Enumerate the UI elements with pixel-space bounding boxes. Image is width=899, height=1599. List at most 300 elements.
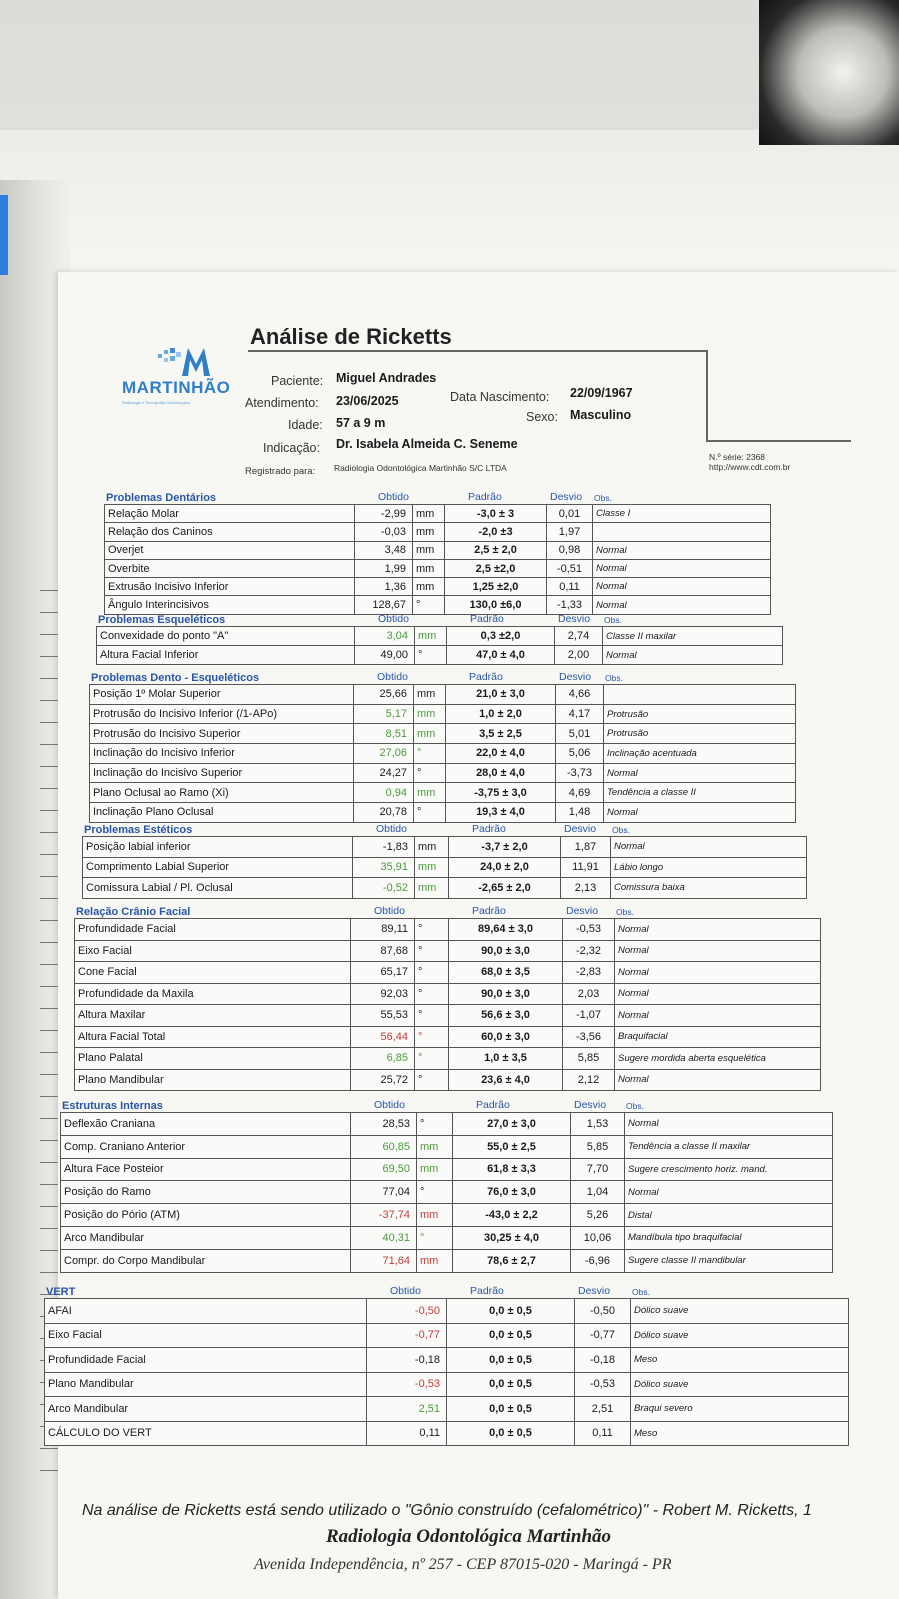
table-row — [61, 1226, 833, 1249]
measure-deviation: -6,96 — [571, 1249, 625, 1272]
edge-tick — [40, 1250, 58, 1251]
measurement-table — [96, 626, 783, 665]
table-row — [75, 983, 821, 1005]
measure-standard: -43,0 ± 2,2 — [453, 1204, 571, 1227]
measure-standard: -3,7 ± 2,0 — [449, 837, 561, 858]
measure-obtained: 0,94 — [354, 783, 414, 803]
measure-obtained: -0,53 — [367, 1372, 447, 1397]
measure-name: Profundidade Facial — [75, 919, 351, 941]
measure-observation: Tendência a classe II maxilar — [625, 1135, 833, 1158]
measure-obtained: 3,04 — [355, 627, 415, 646]
measure-deviation: 1,04 — [571, 1181, 625, 1204]
edge-tick — [40, 832, 58, 833]
measure-observation: Braqui severo — [631, 1397, 849, 1422]
table-row — [61, 1204, 833, 1227]
col-obtido-header: Obtido — [374, 1099, 405, 1111]
measure-deviation: 2,74 — [555, 627, 603, 646]
measure-observation: Normal — [603, 646, 783, 665]
section-7 — [44, 1284, 849, 1446]
measure-deviation: 10,06 — [571, 1226, 625, 1249]
measure-observation: Normal — [593, 559, 771, 577]
section-header — [89, 670, 796, 684]
measure-deviation: -0,77 — [575, 1323, 631, 1348]
measure-standard: 3,5 ± 2,5 — [446, 724, 556, 744]
edge-tick — [40, 1448, 58, 1449]
measure-obtained: 6,85 — [351, 1048, 415, 1070]
table-row — [61, 1113, 833, 1136]
measure-deviation: 1,97 — [547, 523, 593, 541]
col-obtido-header: Obtido — [376, 823, 407, 835]
measure-observation: Normal — [604, 763, 796, 783]
section-title: VERT — [46, 1286, 76, 1298]
col-padrao-header: Padrão — [472, 905, 506, 917]
measure-obtained: 40,31 — [351, 1226, 417, 1249]
measure-observation: Normal — [615, 940, 821, 962]
measure-name: Plano Mandibular — [75, 1069, 351, 1091]
measure-unit: ° — [415, 919, 449, 941]
section-title: Estruturas Internas — [62, 1100, 163, 1112]
measure-obtained: 65,17 — [351, 962, 415, 984]
measure-obtained: 35,91 — [353, 857, 415, 878]
table-row — [90, 763, 796, 783]
edge-tick — [40, 766, 58, 767]
measure-deviation: -0,53 — [575, 1372, 631, 1397]
measure-name: Protrusão do Incisivo Inferior (/1-APo) — [90, 704, 354, 724]
measure-standard: 0,0 ± 0,5 — [447, 1299, 575, 1324]
section-header — [96, 612, 783, 626]
measure-name: Cone Facial — [75, 962, 351, 984]
measure-name: Posição 1º Molar Superior — [90, 685, 354, 705]
measure-observation: Dólico suave — [631, 1299, 849, 1324]
measure-standard: 0,0 ± 0,5 — [447, 1421, 575, 1446]
table-row — [75, 1026, 821, 1048]
edge-tick — [40, 986, 58, 987]
measure-observation: Normal — [625, 1113, 833, 1136]
edge-tick — [40, 1074, 58, 1075]
edge-tick — [40, 810, 58, 811]
edge-tick — [40, 1184, 58, 1185]
col-desvio-header: Desvio — [574, 1099, 607, 1111]
measure-name: Overjet — [105, 541, 355, 559]
footer-note: Na análise de Ricketts está sendo utilizado o "Gônio construído (cefalométrico)" - Robert M. Ricketts, 1 — [82, 1502, 812, 1519]
table-row — [90, 783, 796, 803]
website: http://www.cdt.com.br — [709, 462, 791, 472]
measure-obtained: 69,50 — [351, 1158, 417, 1181]
measure-observation: Normal — [593, 596, 771, 614]
measure-name: Convexidade do ponto "A" — [97, 627, 355, 646]
measure-unit: mm — [415, 627, 447, 646]
measure-deviation: 4,17 — [556, 704, 604, 724]
measurement-table — [104, 504, 771, 615]
table-row — [83, 878, 807, 899]
measure-observation: Normal — [615, 983, 821, 1005]
measure-standard: 21,0 ± 3,0 — [446, 685, 556, 705]
table-row — [90, 724, 796, 744]
title-rule — [248, 350, 708, 352]
col-obtido-header: Obtido — [377, 671, 408, 683]
measure-obtained: -1,83 — [353, 837, 415, 858]
measure-name: Altura Face Posteior — [61, 1158, 351, 1181]
measure-obtained: 89,11 — [351, 919, 415, 941]
measure-deviation: -0,53 — [563, 919, 615, 941]
measure-deviation: 2,03 — [563, 983, 615, 1005]
measure-observation: Sugere classe II mandibular — [625, 1249, 833, 1272]
footer-address: Avenida Independência, nº 257 - CEP 87015-020 - Maringá - PR — [254, 1556, 672, 1573]
measure-unit: mm — [415, 878, 449, 899]
edge-tick — [40, 1030, 58, 1031]
edge-tick — [40, 1118, 58, 1119]
measure-name: Arco Mandibular — [45, 1397, 367, 1422]
measure-standard: 24,0 ± 2,0 — [449, 857, 561, 878]
edge-tick — [40, 920, 58, 921]
measure-standard: 76,0 ± 3,0 — [453, 1181, 571, 1204]
table-row — [45, 1397, 849, 1422]
measure-name: Comp. Craniano Anterior — [61, 1135, 351, 1158]
measure-standard: 56,6 ± 3,0 — [449, 1005, 563, 1027]
attendance-label: Atendimento: — [245, 396, 319, 410]
measure-observation: Dólico suave — [631, 1372, 849, 1397]
measure-obtained: 0,11 — [367, 1421, 447, 1446]
table-row — [90, 744, 796, 764]
table-row — [75, 1005, 821, 1027]
measure-deviation: 1,53 — [571, 1113, 625, 1136]
table-row — [105, 559, 771, 577]
title-rule-bottom — [706, 440, 851, 442]
measure-name: CÁLCULO DO VERT — [45, 1421, 367, 1446]
edge-tick — [40, 678, 58, 679]
col-obtido-header: Obtido — [378, 491, 409, 503]
birthdate-label: Data Nascimento: — [450, 390, 550, 404]
measure-standard: 90,0 ± 3,0 — [449, 940, 563, 962]
measure-unit: ° — [415, 962, 449, 984]
measure-standard: 90,0 ± 3,0 — [449, 983, 563, 1005]
table-row — [97, 646, 783, 665]
measure-observation: Sugere mordida aberta esquelética — [615, 1048, 821, 1070]
registered-label: Registrado para: — [245, 466, 316, 477]
measure-standard: 78,6 ± 2,7 — [453, 1249, 571, 1272]
logo-subtitle: Radiologia e Tomografia Odontológica — [122, 400, 190, 405]
measure-standard: 19,3 ± 4,0 — [446, 803, 556, 823]
measure-observation: Mandíbula tipo braquifacial — [625, 1226, 833, 1249]
col-padrao-header: Padrão — [470, 613, 504, 625]
measure-unit: ° — [417, 1181, 453, 1204]
table-row — [75, 940, 821, 962]
col-desvio-header: Desvio — [566, 905, 599, 917]
measure-unit: mm — [417, 1249, 453, 1272]
edge-tick — [40, 1052, 58, 1053]
measure-standard: 61,8 ± 3,3 — [453, 1158, 571, 1181]
col-padrao-header: Padrão — [468, 491, 502, 503]
measure-obtained: -37,74 — [351, 1204, 417, 1227]
measure-unit: ° — [415, 1005, 449, 1027]
measure-obtained: 25,66 — [354, 685, 414, 705]
edge-tick — [40, 1008, 58, 1009]
measure-observation: Normal — [615, 1069, 821, 1091]
edge-tick — [40, 612, 58, 613]
measure-name: Comissura Labial / Pl. Oclusal — [83, 878, 353, 899]
section-4 — [82, 822, 807, 899]
measure-deviation: 5,85 — [571, 1135, 625, 1158]
measure-obtained: 28,53 — [351, 1113, 417, 1136]
patient-name: Miguel Andrades — [336, 371, 437, 385]
edge-tick — [40, 656, 58, 657]
col-padrao-header: Padrão — [472, 823, 506, 835]
table-row — [75, 962, 821, 984]
col-desvio-header: Desvio — [564, 823, 597, 835]
measure-name: Posição do Pório (ATM) — [61, 1204, 351, 1227]
measure-observation: Inclinação acentuada — [604, 744, 796, 764]
measure-observation: Meso — [631, 1348, 849, 1373]
table-row — [61, 1135, 833, 1158]
measure-deviation: 0,98 — [547, 541, 593, 559]
measure-name: Posição do Ramo — [61, 1181, 351, 1204]
edge-tick — [40, 634, 58, 635]
measure-deviation: 1,87 — [561, 837, 611, 858]
measure-obtained: 1,99 — [355, 559, 413, 577]
measure-unit: ° — [415, 983, 449, 1005]
measure-unit: mm — [415, 837, 449, 858]
col-desvio-header: Desvio — [550, 491, 583, 503]
table-row — [105, 578, 771, 596]
measure-name: Inclinação Plano Oclusal — [90, 803, 354, 823]
measurement-table — [44, 1298, 849, 1446]
measure-unit: mm — [413, 541, 445, 559]
table-row — [61, 1158, 833, 1181]
measure-observation: Classe I — [593, 505, 771, 523]
measure-deviation: 2,51 — [575, 1397, 631, 1422]
col-desvio-header: Desvio — [558, 613, 591, 625]
table-row — [75, 919, 821, 941]
measure-obtained: 71,64 — [351, 1249, 417, 1272]
edge-tick — [40, 1140, 58, 1141]
edge-tick — [40, 1096, 58, 1097]
table-row — [45, 1299, 849, 1324]
measure-obtained: -0,50 — [367, 1299, 447, 1324]
measure-deviation: 4,69 — [556, 783, 604, 803]
serial-number: N.º série: 2368 — [709, 452, 766, 462]
measure-standard: 0,0 ± 0,5 — [447, 1323, 575, 1348]
birthdate: 22/09/1967 — [570, 386, 633, 400]
col-obtido-header: Obtido — [390, 1285, 421, 1297]
measure-name: Compr. do Corpo Mandibular — [61, 1249, 351, 1272]
measure-name: Comprimento Labial Superior — [83, 857, 353, 878]
measure-standard: 1,0 ± 3,5 — [449, 1048, 563, 1070]
measure-name: Relação dos Caninos — [105, 523, 355, 541]
measure-obtained: 49,00 — [355, 646, 415, 665]
table-row — [75, 1048, 821, 1070]
measure-unit: ° — [414, 763, 446, 783]
measure-deviation: 1,48 — [556, 803, 604, 823]
measure-standard: 23,6 ± 4,0 — [449, 1069, 563, 1091]
edge-tick — [40, 898, 58, 899]
edge-tick — [40, 722, 58, 723]
measure-unit: mm — [413, 505, 445, 523]
measure-deviation: 2,00 — [555, 646, 603, 665]
attendance-date: 23/06/2025 — [336, 394, 399, 408]
section-header — [104, 490, 771, 504]
measure-name: Arco Mandibular — [61, 1226, 351, 1249]
measure-standard: 1,25 ±2,0 — [445, 578, 547, 596]
measure-observation: Distal — [625, 1204, 833, 1227]
measure-unit: mm — [417, 1135, 453, 1158]
edge-tick — [40, 1162, 58, 1163]
table-row — [75, 1069, 821, 1091]
measure-deviation: -0,51 — [547, 559, 593, 577]
measure-deviation: 5,85 — [563, 1048, 615, 1070]
measure-observation: Meso — [631, 1421, 849, 1446]
table-row — [90, 704, 796, 724]
measure-deviation: -3,73 — [556, 763, 604, 783]
col-obs-header: Obs. — [612, 825, 630, 835]
logo-mark-icon — [156, 346, 214, 378]
measure-standard: 55,0 ± 2,5 — [453, 1135, 571, 1158]
measure-standard: 130,0 ±6,0 — [445, 596, 547, 614]
table-row — [61, 1181, 833, 1204]
measure-unit: mm — [414, 724, 446, 744]
measure-observation: Sugere crescimento horiz. mand. — [625, 1158, 833, 1181]
section-2 — [96, 612, 783, 665]
measure-unit: ° — [417, 1113, 453, 1136]
measure-name: Altura Maxilar — [75, 1005, 351, 1027]
col-padrao-header: Padrão — [470, 1285, 504, 1297]
measure-standard: 0,0 ± 0,5 — [447, 1348, 575, 1373]
measure-obtained: 1,36 — [355, 578, 413, 596]
measure-unit: mm — [413, 578, 445, 596]
measure-name: Ângulo Interincisivos — [105, 596, 355, 614]
background-object — [759, 0, 899, 145]
measure-unit: ° — [415, 646, 447, 665]
measure-standard: -2,65 ± 2,0 — [449, 878, 561, 899]
col-desvio-header: Desvio — [578, 1285, 611, 1297]
measure-unit: mm — [414, 704, 446, 724]
measure-obtained: 2,51 — [367, 1397, 447, 1422]
measurement-table — [89, 684, 796, 823]
section-header — [74, 904, 821, 918]
measure-standard: 47,0 ± 4,0 — [447, 646, 555, 665]
measurement-table — [82, 836, 807, 899]
section-header — [82, 822, 807, 836]
measure-standard: -2,0 ±3 — [445, 523, 547, 541]
edge-tick — [40, 700, 58, 701]
edge-tick — [40, 1228, 58, 1229]
measure-standard: 89,64 ± 3,0 — [449, 919, 563, 941]
measure-name: Plano Mandibular — [45, 1372, 367, 1397]
measure-unit: ° — [417, 1226, 453, 1249]
title-rule-vertical — [706, 350, 708, 442]
measure-name: Deflexão Craniana — [61, 1113, 351, 1136]
section-title: Relação Crânio Facial — [76, 906, 191, 918]
measure-observation: Braquifacial — [615, 1026, 821, 1048]
measure-unit: mm — [417, 1204, 453, 1227]
measure-standard: 28,0 ± 4,0 — [446, 763, 556, 783]
measure-deviation: -2,83 — [563, 962, 615, 984]
measure-standard: 0,3 ±2,0 — [447, 627, 555, 646]
measure-obtained: 87,68 — [351, 940, 415, 962]
measure-unit: ° — [415, 940, 449, 962]
measure-deviation: 11,91 — [561, 857, 611, 878]
indication: Dr. Isabela Almeida C. Seneme — [336, 437, 518, 451]
measure-obtained: 128,67 — [355, 596, 413, 614]
measure-standard: 68,0 ± 3,5 — [449, 962, 563, 984]
measure-unit: ° — [415, 1048, 449, 1070]
measure-standard: 0,0 ± 0,5 — [447, 1397, 575, 1422]
measure-standard: -3,0 ± 3 — [445, 505, 547, 523]
measure-obtained: -0,52 — [353, 878, 415, 899]
measure-name: Profundidade Facial — [45, 1348, 367, 1373]
folder-blue-tab — [0, 195, 8, 275]
measure-obtained: 92,03 — [351, 983, 415, 1005]
table-row — [83, 857, 807, 878]
section-header — [60, 1098, 833, 1112]
measure-name: Eixo Facial — [75, 940, 351, 962]
measure-obtained: 77,04 — [351, 1181, 417, 1204]
measure-obtained: 27,06 — [354, 744, 414, 764]
table-row — [105, 541, 771, 559]
measure-standard: 60,0 ± 3,0 — [449, 1026, 563, 1048]
measure-standard: 30,25 ± 4,0 — [453, 1226, 571, 1249]
measure-observation: Classe II maxilar — [603, 627, 783, 646]
measure-observation: Normal — [615, 962, 821, 984]
edge-tick — [40, 1470, 58, 1471]
patient-label: Paciente: — [271, 374, 324, 388]
measure-name: Altura Facial Inferior — [97, 646, 355, 665]
measure-observation: Normal — [593, 541, 771, 559]
measure-unit: ° — [413, 596, 445, 614]
logo-text: MARTINHÃO — [122, 378, 231, 397]
measure-name: Plano Oclusal ao Ramo (Xi) — [90, 783, 354, 803]
measure-obtained: 25,72 — [351, 1069, 415, 1091]
table-row — [97, 627, 783, 646]
measure-unit: ° — [415, 1026, 449, 1048]
table-row — [45, 1372, 849, 1397]
measure-standard: -3,75 ± 3,0 — [446, 783, 556, 803]
measure-name: Overbite — [105, 559, 355, 577]
section-title: Problemas Estéticos — [84, 824, 193, 836]
col-padrao-header: Padrão — [469, 671, 503, 683]
edge-tick — [40, 942, 58, 943]
measure-deviation: 7,70 — [571, 1158, 625, 1181]
measure-deviation: -2,32 — [563, 940, 615, 962]
measure-observation: Protrusão — [604, 704, 796, 724]
measure-observation: Lábio longo — [611, 857, 807, 878]
measure-standard: 1,0 ± 2,0 — [446, 704, 556, 724]
background-board — [0, 130, 899, 290]
registered-to: Radiologia Odontológica Martinhão S/C LTDA — [334, 463, 507, 473]
measure-name: Eixo Facial — [45, 1323, 367, 1348]
table-row — [45, 1421, 849, 1446]
section-title: Problemas Esqueléticos — [98, 614, 226, 626]
measure-unit: ° — [415, 1069, 449, 1091]
measure-obtained: 8,51 — [354, 724, 414, 744]
measure-observation: Normal — [625, 1181, 833, 1204]
measure-unit: mm — [415, 857, 449, 878]
measure-obtained: 5,17 — [354, 704, 414, 724]
measure-name: Profundidade da Maxila — [75, 983, 351, 1005]
section-header — [44, 1284, 849, 1298]
col-obtido-header: Obtido — [374, 905, 405, 917]
measure-deviation: 4,66 — [556, 685, 604, 705]
measure-obtained: 56,44 — [351, 1026, 415, 1048]
edge-tick — [40, 964, 58, 965]
col-desvio-header: Desvio — [559, 671, 592, 683]
section-title: Problemas Dento - Esqueléticos — [91, 672, 260, 684]
table-row — [105, 505, 771, 523]
section-title: Problemas Dentários — [106, 492, 217, 504]
footer-clinic-name: Radiologia Odontológica Martinhão — [326, 1526, 612, 1547]
measure-observation: Protrusão — [604, 724, 796, 744]
measure-name: Inclinação do Incisivo Superior — [90, 763, 354, 783]
measure-standard: 2,5 ± 2,0 — [445, 541, 547, 559]
